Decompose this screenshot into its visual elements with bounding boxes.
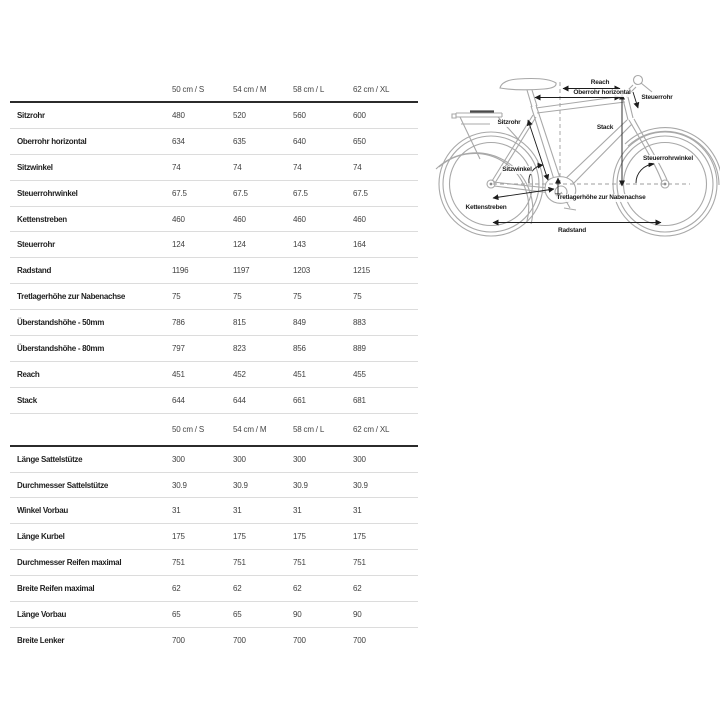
- row-value: 65: [172, 609, 181, 619]
- geometry-tables: [10, 78, 418, 653]
- row-value: 1197: [233, 266, 250, 276]
- column-header-size: 62 cm / XL: [353, 424, 390, 434]
- table-row: [10, 336, 418, 362]
- row-value: 520: [233, 110, 246, 120]
- kettenstreben-arrow: [493, 189, 554, 198]
- row-label: Länge Vorbau: [17, 609, 67, 619]
- row-value: 31: [353, 506, 362, 516]
- diagram-label-sitzrohr: Sitzrohr: [497, 119, 521, 126]
- table-row: [10, 576, 418, 602]
- row-value: 480: [172, 110, 185, 120]
- row-value: 65: [233, 609, 242, 619]
- row-value: 650: [353, 136, 366, 146]
- row-value: 849: [293, 318, 306, 328]
- row-value: 751: [293, 558, 306, 568]
- row-value: 889: [353, 343, 366, 353]
- row-value: 455: [353, 369, 366, 379]
- row-value: 300: [233, 454, 246, 464]
- row-value: 1215: [353, 266, 370, 276]
- row-value: 62: [172, 584, 181, 594]
- row-value: 661: [293, 395, 306, 405]
- row-label: Kettenstreben: [17, 214, 67, 224]
- row-value: 74: [293, 162, 302, 172]
- table-row: [10, 155, 418, 181]
- row-value: 856: [293, 343, 306, 353]
- table-row: [10, 181, 418, 207]
- row-label: Überstandshöhe - 50mm: [17, 318, 105, 328]
- table-row: [10, 473, 418, 499]
- row-value: 143: [293, 240, 306, 250]
- row-label: Sitzwinkel: [17, 162, 53, 172]
- diagram-label-sitzwinkel: Sitzwinkel: [502, 166, 532, 173]
- column-header-size: 58 cm / L: [293, 85, 325, 94]
- row-value: 175: [172, 532, 185, 542]
- row-value: 75: [233, 292, 242, 302]
- row-value: 74: [172, 162, 181, 172]
- row-label: Radstand: [17, 266, 52, 276]
- row-label: Durchmesser Reifen maximal: [17, 558, 122, 568]
- diagram-label-tretlagerhoehe: Tretlagerhöhe zur Nabenachse: [556, 194, 646, 201]
- row-value: 31: [293, 506, 302, 516]
- size-header-row: [10, 414, 418, 447]
- table-row: [10, 498, 418, 524]
- row-label: Durchmesser Sattelstütze: [17, 480, 109, 490]
- table-row: [10, 628, 418, 653]
- size-header-row: [10, 78, 418, 103]
- table-row: [10, 550, 418, 576]
- row-label: Tretlagerhöhe zur Nabenachse: [17, 292, 126, 302]
- row-value: 124: [172, 240, 185, 250]
- steuerrohr-arrow: [633, 92, 638, 108]
- row-value: 797: [172, 343, 185, 353]
- diagram-label-radstand: Radstand: [557, 227, 587, 234]
- row-label: Länge Kurbel: [17, 532, 65, 542]
- row-value: 31: [233, 506, 242, 516]
- table-row: [10, 388, 418, 414]
- row-value: 815: [233, 318, 246, 328]
- row-label: Sitzrohr: [17, 110, 45, 120]
- row-value: 90: [353, 609, 362, 619]
- row-value: 75: [353, 292, 362, 302]
- column-header-size: 50 cm / S: [172, 85, 204, 94]
- row-value: 700: [293, 635, 306, 645]
- table-row: [10, 207, 418, 233]
- table-row: [10, 103, 418, 129]
- row-value: 1196: [172, 266, 189, 276]
- diagram-label-stack: Stack: [596, 124, 614, 131]
- row-value: 30.9: [233, 480, 248, 490]
- row-value: 30.9: [353, 480, 368, 490]
- row-value: 786: [172, 318, 185, 328]
- row-value: 30.9: [293, 480, 308, 490]
- row-label: Winkel Vorbau: [17, 506, 68, 516]
- diagram-label-kettenstreben: Kettenstreben: [465, 204, 507, 211]
- table-row: [10, 310, 418, 336]
- row-value: 460: [172, 214, 185, 224]
- row-label: Breite Lenker: [17, 635, 65, 645]
- table-row: [10, 284, 418, 310]
- frame-geometry-rows: [10, 103, 418, 414]
- row-value: 823: [233, 343, 246, 353]
- table-row: [10, 258, 418, 284]
- table-row: [10, 232, 418, 258]
- row-value: 164: [353, 240, 366, 250]
- diagram-label-steuerrohrwinkel: Steuerrohrwinkel: [643, 155, 693, 162]
- row-value: 600: [353, 110, 366, 120]
- row-value: 124: [233, 240, 246, 250]
- saddle: [500, 79, 556, 108]
- row-value: 751: [233, 558, 246, 568]
- row-value: 74: [233, 162, 242, 172]
- row-value: 644: [233, 395, 246, 405]
- steuerrohrwinkel-arc: [636, 164, 654, 183]
- row-value: 74: [353, 162, 362, 172]
- row-value: 67.5: [353, 188, 368, 198]
- row-value: 560: [293, 110, 306, 120]
- components-rows: [10, 447, 418, 653]
- column-header-size: 58 cm / L: [293, 424, 325, 434]
- column-header-size: 62 cm / XL: [353, 85, 390, 94]
- frame: [492, 93, 667, 210]
- row-value: 175: [293, 532, 306, 542]
- row-value: 175: [233, 532, 246, 542]
- column-header-size: 50 cm / S: [172, 424, 204, 434]
- row-value: 751: [353, 558, 366, 568]
- row-label: Stack: [17, 395, 37, 405]
- row-value: 75: [172, 292, 181, 302]
- row-value: 30.9: [172, 480, 187, 490]
- row-value: 1203: [293, 266, 310, 276]
- column-header-size: 54 cm / M: [233, 424, 267, 434]
- rear-fender: [436, 153, 533, 224]
- table-row: [10, 129, 418, 155]
- row-value: 700: [353, 635, 366, 645]
- row-value: 300: [172, 454, 185, 464]
- diagram-label-oberrohr: Oberrohr horizontal: [573, 89, 631, 96]
- frame-geometry-table: [10, 78, 418, 414]
- row-value: 460: [233, 214, 246, 224]
- row-value: 451: [172, 369, 185, 379]
- row-value: 460: [293, 214, 306, 224]
- row-value: 300: [353, 454, 366, 464]
- diagram-label-reach: Reach: [590, 79, 610, 86]
- row-value: 67.5: [172, 188, 187, 198]
- row-value: 452: [233, 369, 246, 379]
- row-value: 90: [293, 609, 302, 619]
- diagram-label-steuerrohr: Steuerrohr: [641, 94, 673, 101]
- row-value: 883: [353, 318, 366, 328]
- row-label: Überstandshöhe - 80mm: [17, 343, 105, 353]
- row-value: 62: [233, 584, 242, 594]
- row-value: 460: [353, 214, 366, 224]
- table-row: [10, 602, 418, 628]
- row-label: Steuerrohr: [17, 240, 55, 250]
- column-header-size: 54 cm / M: [233, 85, 267, 94]
- row-value: 175: [353, 532, 366, 542]
- row-value: 700: [233, 635, 246, 645]
- row-label: Steuerrohrwinkel: [17, 188, 78, 198]
- row-value: 700: [172, 635, 185, 645]
- table-row: [10, 362, 418, 388]
- row-value: 31: [172, 506, 181, 516]
- row-value: 640: [293, 136, 306, 146]
- table-row: [10, 524, 418, 550]
- row-value: 67.5: [293, 188, 308, 198]
- row-value: 451: [293, 369, 306, 379]
- row-label: Länge Sattelstütze: [17, 454, 83, 464]
- row-value: 635: [233, 136, 246, 146]
- components-table: [10, 414, 418, 653]
- row-value: 681: [353, 395, 366, 405]
- row-label: Oberrohr horizontal: [17, 136, 87, 146]
- row-value: 67.5: [233, 188, 248, 198]
- row-value: 751: [172, 558, 185, 568]
- bike-geometry-diagram: [432, 62, 720, 258]
- row-value: 634: [172, 136, 185, 146]
- row-value: 62: [293, 584, 302, 594]
- row-value: 75: [293, 292, 302, 302]
- row-value: 644: [172, 395, 185, 405]
- row-value: 62: [353, 584, 362, 594]
- row-value: 300: [293, 454, 306, 464]
- row-label: Breite Reifen maximal: [17, 584, 95, 594]
- row-label: Reach: [17, 369, 40, 379]
- table-row: [10, 447, 418, 473]
